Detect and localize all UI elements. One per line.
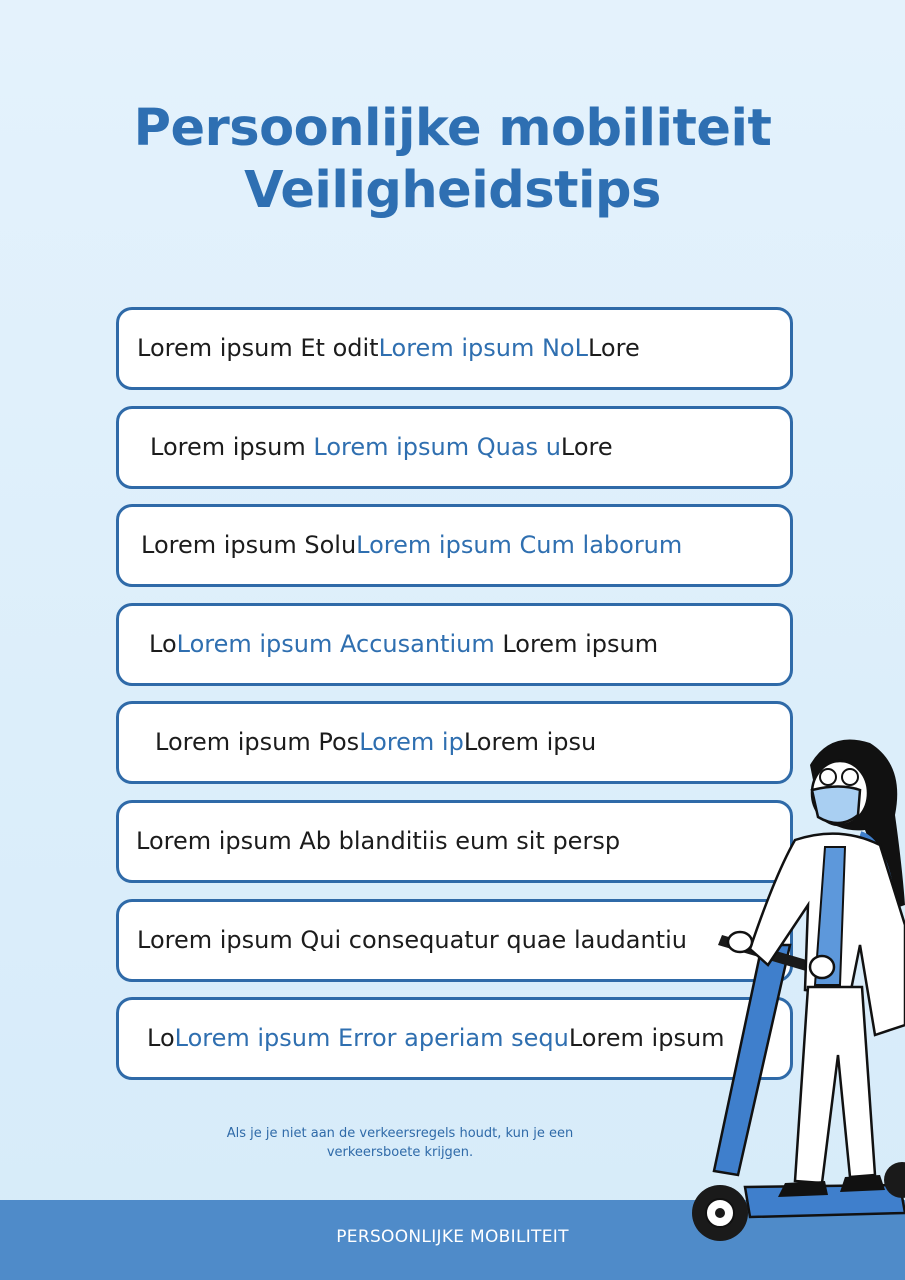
- tip-highlight-text: Lorem ipsum Cum laborum: [356, 531, 683, 560]
- tip-highlight-text: Lorem ipsum Error aperiam sequ: [174, 1024, 569, 1053]
- tip-highlight-text: Lorem ip: [359, 728, 464, 757]
- tip-text: Lorem ipsum Ab blanditiis eum sit persp: [136, 827, 621, 855]
- tip-text: Lorem ipsum Solu: [141, 531, 357, 560]
- woman-on-scooter-illustration: [690, 735, 905, 1250]
- footnote-line-2: verkeersboete krijgen.: [326, 1145, 474, 1160]
- footnote-line-1: Als je je niet aan de verkeersregels houdt, kun je een: [226, 1126, 574, 1141]
- tip-card: [116, 406, 793, 489]
- tip-card: [116, 603, 793, 686]
- footnote: [200, 1124, 600, 1162]
- tip-text: Lorem ipsum Et odit: [137, 334, 379, 362]
- tip-card: [116, 504, 793, 587]
- page-title: [0, 98, 905, 222]
- tip-text: Lorem ipsum: [568, 1024, 725, 1053]
- tip-highlight-text: Lorem ipsum NoL: [378, 334, 588, 362]
- tip-text: Lorem ipsum Qui consequatur quae laudantiu: [137, 925, 687, 954]
- title-line-1: Persoonlijke mobiliteit: [133, 99, 772, 158]
- tip-card: [116, 307, 793, 390]
- footer-label: PERSOONLIJKE MOBILITEIT: [336, 1227, 569, 1247]
- tip-text: Lo: [147, 1024, 175, 1053]
- tip-text: Lorem ipsum: [494, 629, 659, 658]
- tip-text: Lo: [149, 629, 177, 658]
- tip-text: Lore: [587, 334, 640, 362]
- tip-text: Lorem ipsum: [150, 432, 314, 461]
- tip-highlight-text: Lorem ipsum Accusantium: [176, 629, 495, 658]
- tip-text: Lorem ipsu: [463, 728, 597, 757]
- tip-text: Lorem ipsum Pos: [155, 728, 360, 757]
- title-line-2: Veiligheidstips: [244, 161, 661, 220]
- tip-highlight-text: Lorem ipsum Quas u: [313, 432, 561, 461]
- tip-text: Lore: [560, 432, 613, 461]
